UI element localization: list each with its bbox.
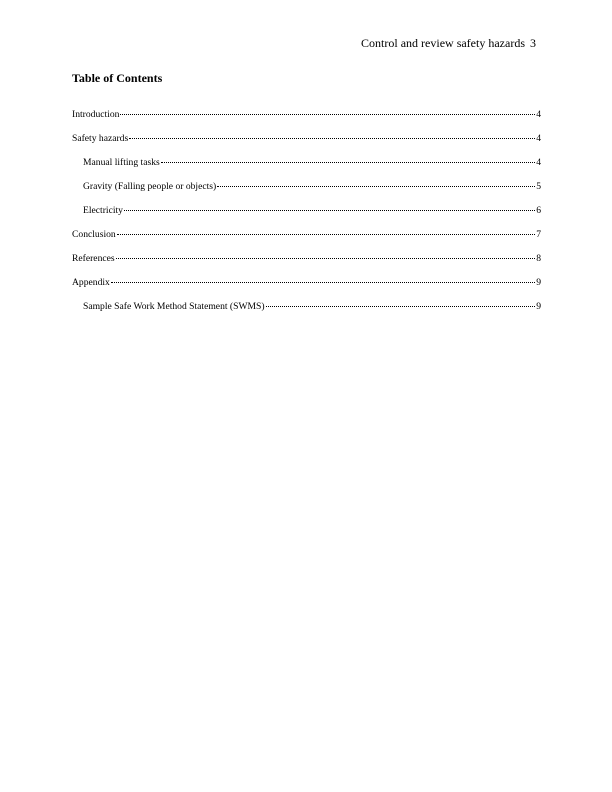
- toc-entry-gravity[interactable]: [72, 181, 541, 205]
- toc-entry-introduction[interactable]: [72, 109, 541, 133]
- toc-dot-leader: [117, 234, 535, 235]
- toc-title: Table of Contents: [72, 71, 163, 85]
- toc-entry-page: 6: [536, 205, 541, 216]
- toc-entry-label: Introduction: [72, 109, 120, 120]
- toc-dot-leader: [217, 186, 535, 187]
- toc-entry-label: Gravity (Falling people or objects): [83, 181, 217, 192]
- toc-entry-label: Sample Safe Work Method Statement (SWMS): [83, 301, 265, 312]
- toc-entry-page: 9: [536, 301, 541, 312]
- toc-entry-page: 8: [536, 253, 541, 264]
- toc-entry-page: 4: [536, 157, 541, 168]
- toc-entry-electricity[interactable]: [72, 205, 541, 229]
- toc-entry-label: Electricity: [83, 205, 123, 216]
- toc-dot-leader: [120, 114, 535, 115]
- toc-entry-page: 4: [536, 133, 541, 144]
- toc-dot-leader: [124, 210, 535, 211]
- toc-entry-label: Appendix: [72, 277, 110, 288]
- toc-dot-leader: [116, 258, 536, 259]
- toc-entry-appendix[interactable]: [72, 277, 541, 301]
- toc-dot-leader: [111, 282, 535, 283]
- toc-dot-leader: [266, 306, 536, 307]
- toc-entry-page: 4: [536, 109, 541, 120]
- toc-entry-references[interactable]: [72, 253, 541, 277]
- toc-dot-leader: [161, 162, 535, 163]
- toc-entry-conclusion[interactable]: [72, 229, 541, 253]
- toc-entry-label: Conclusion: [72, 229, 116, 240]
- toc-entry-page: 9: [536, 277, 541, 288]
- toc-dot-leader: [129, 138, 535, 139]
- toc-entry-page: 5: [536, 181, 541, 192]
- toc-entry-safety-hazards[interactable]: [72, 133, 541, 157]
- toc-entry-sample-swms[interactable]: [72, 301, 541, 325]
- toc-entry-label: References: [72, 253, 115, 264]
- page-number: 3: [530, 36, 536, 50]
- table-of-contents: [72, 109, 541, 325]
- toc-entry-label: Manual lifting tasks: [83, 157, 160, 168]
- running-header-title: Control and review safety hazards: [361, 36, 525, 50]
- toc-entry-page: 7: [536, 229, 541, 240]
- running-header: [361, 36, 536, 51]
- toc-entry-label: Safety hazards: [72, 133, 129, 144]
- toc-entry-manual-lifting-tasks[interactable]: [72, 157, 541, 181]
